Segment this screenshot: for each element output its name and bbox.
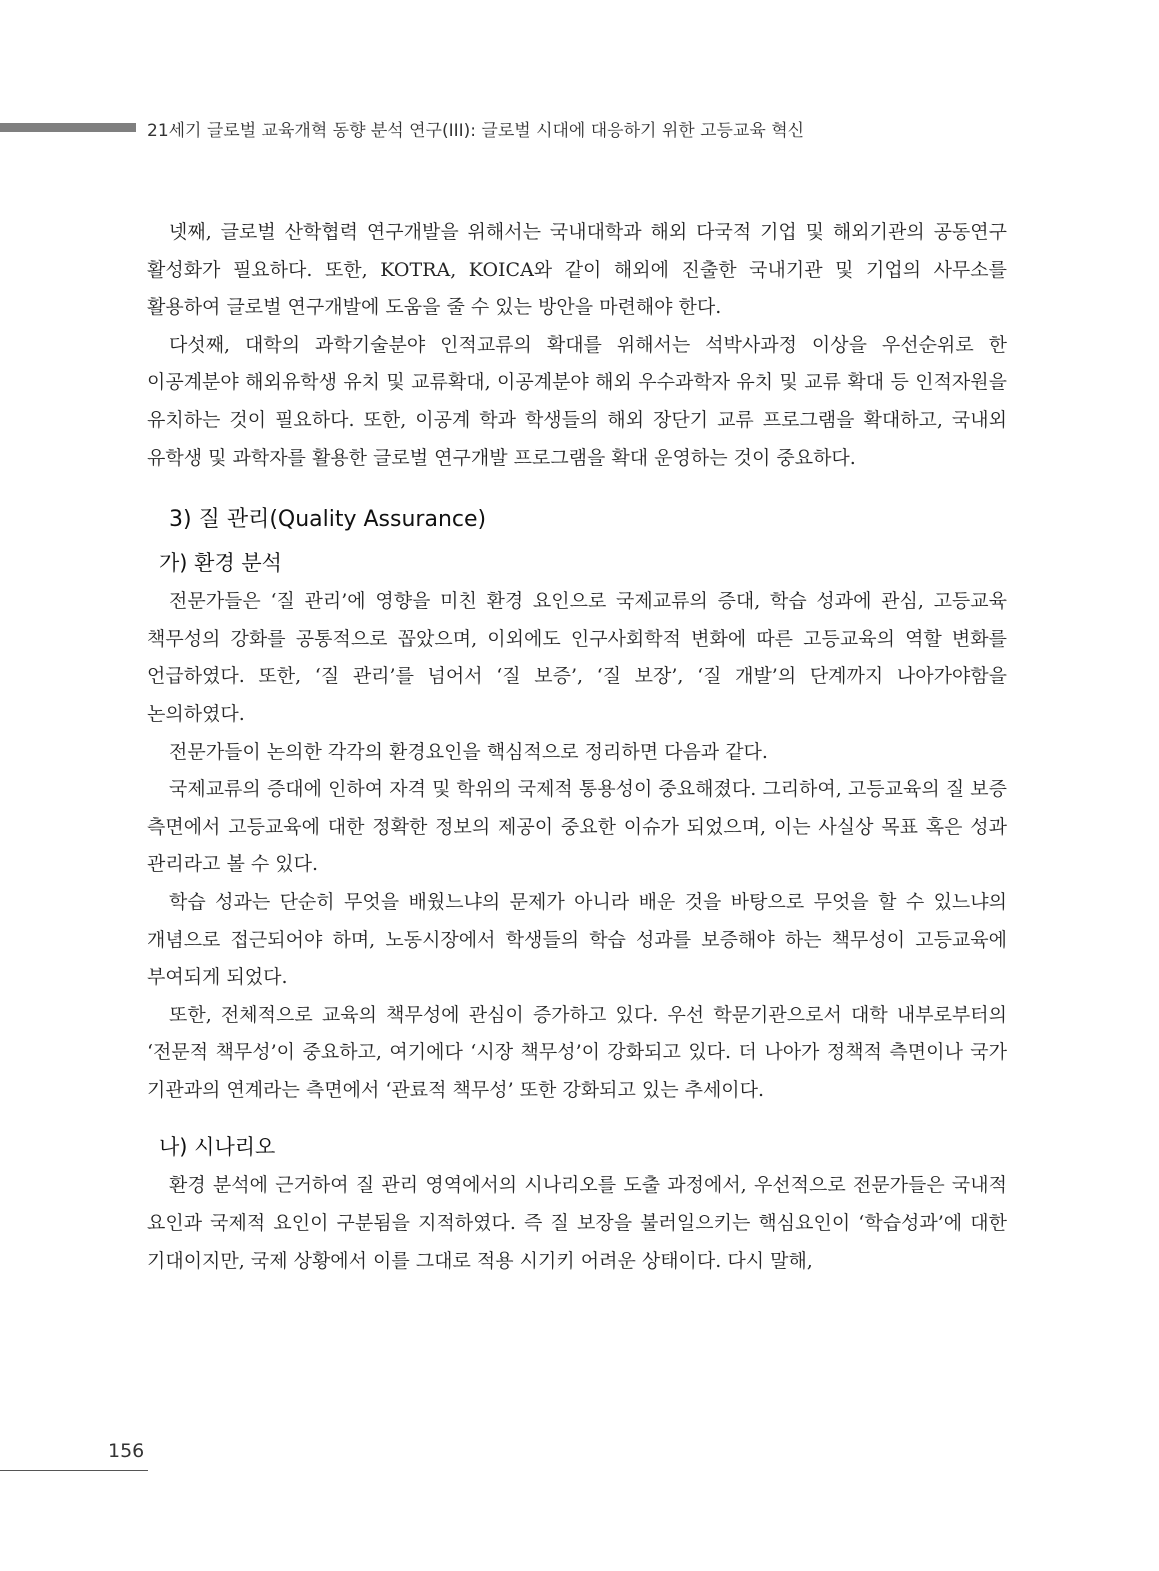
page-number: 156 <box>108 1440 145 1462</box>
paragraph-env-1: 전문가들은 ‘질 관리’에 영향을 미친 환경 요인으로 국제교류의 증대, 학습 성과에 관심, 고등교육 책무성의 강화를 공통적으로 꼽았으며, 이외에도 인구사회학적 변화에 따른 고등교육의 역할 변화를 언급하였다. 또한, ‘질 관리’를 넘어서 ‘질 보증’, ‘질 보장’, ‘질 개발’의 단계까지 나아가야함을 논의하였다. <box>147 590 1007 725</box>
paragraph-env-5: 또한, 전체적으로 교육의 책무성에 관심이 증가하고 있다. 우선 학문기관으로서 대학 내부로부터의 ‘전문적 책무성’이 중요하고, 여기에다 ‘시장 책무성’이 강화되고 있다. 더 나아가 정책적 측면이나 국가 기관과의 연계라는 측면에서 ‘관료적 책무성’ 또한 강화되고 있는 추세이다. <box>147 1003 1007 1101</box>
subsection-heading-environment-analysis: 가) 환경 분석 <box>159 551 282 576</box>
paragraph-fifth: 다섯째, 대학의 과학기술분야 인적교류의 확대를 위해서는 석박사과정 이상을 우선순위로 한 이공계분야 해외유학생 유치 및 교류확대, 이공계분야 해외 우수과학자 유치 및 교류 확대 등 인적자원을 유치하는 것이 필요하다. 또한, 이공계 학과 학생들의 해외 장단기 교류 프로그램을 확대하고, 국내외 유학생 및 과학자를 활용한 글로벌 연구개발 프로그램을 확대 운영하는 것이 중요하다. <box>147 333 1007 469</box>
paragraph-scenario-1: 환경 분석에 근거하여 질 관리 영역에서의 시나리오를 도출 과정에서, 우선적으로 전문가들은 국내적 요인과 국제적 요인이 구분됨을 지적하였다. 즉 질 보장을 불러일으키는 핵심요인이 ‘학습성과’에 대한 기대이지만, 국제 상황에서 이를 그대로 적용 시기키 어려운 상태이다. 다시 말해, <box>147 1174 1007 1272</box>
paragraph-env-4: 학습 성과는 단순히 무엇을 배웠느냐의 문제가 아니라 배운 것을 바탕으로 무엇을 할 수 있느냐의 개념으로 접근되어야 하며, 노동시장에서 학생들의 학습 성과를 보증해야 하는 책무성이 고등교육에 부여되게 되었다. <box>147 890 1007 989</box>
section-heading-quality-assurance: 3) 질 관리(Quality Assurance) <box>169 507 487 533</box>
paragraph-fourth: 넷째, 글로벌 산학협력 연구개발을 위해서는 국내대학과 해외 다국적 기업 및 해외기관의 공동연구 활성화가 필요하다. 또한, KOTRA, KOICA와 같이 해외에 진출한 국내기관 및 기업의 사무소를 활용하여 글로벌 연구개발에 도움을 줄 수 있는 방안을 마련해야 한다. <box>147 221 1007 319</box>
running-header <box>0 112 1159 144</box>
paragraph-env-2: 전문가들이 논의한 각각의 환경요인을 핵심적으로 정리하면 다음과 같다. <box>169 740 768 763</box>
running-header-title: 21세기 글로벌 교육개혁 동향 분석 연구(III): 글로벌 시대에 대응하기 위한 고등교육 혁신 <box>147 121 805 141</box>
subsection-heading-scenario: 나) 시나리오 <box>159 1135 276 1160</box>
header-decor-bar <box>0 123 136 132</box>
footer-rule <box>0 1470 148 1471</box>
page-content <box>147 214 1007 1280</box>
paragraph-env-3: 국제교류의 증대에 인하여 자격 및 학위의 국제적 통용성이 중요해졌다. 그리하여, 고등교육의 질 보증 측면에서 고등교육에 대한 정확한 정보의 제공이 중요한 이슈가 되었으며, 이는 사실상 목표 혹은 성과 관리라고 볼 수 있다. <box>147 778 1007 876</box>
